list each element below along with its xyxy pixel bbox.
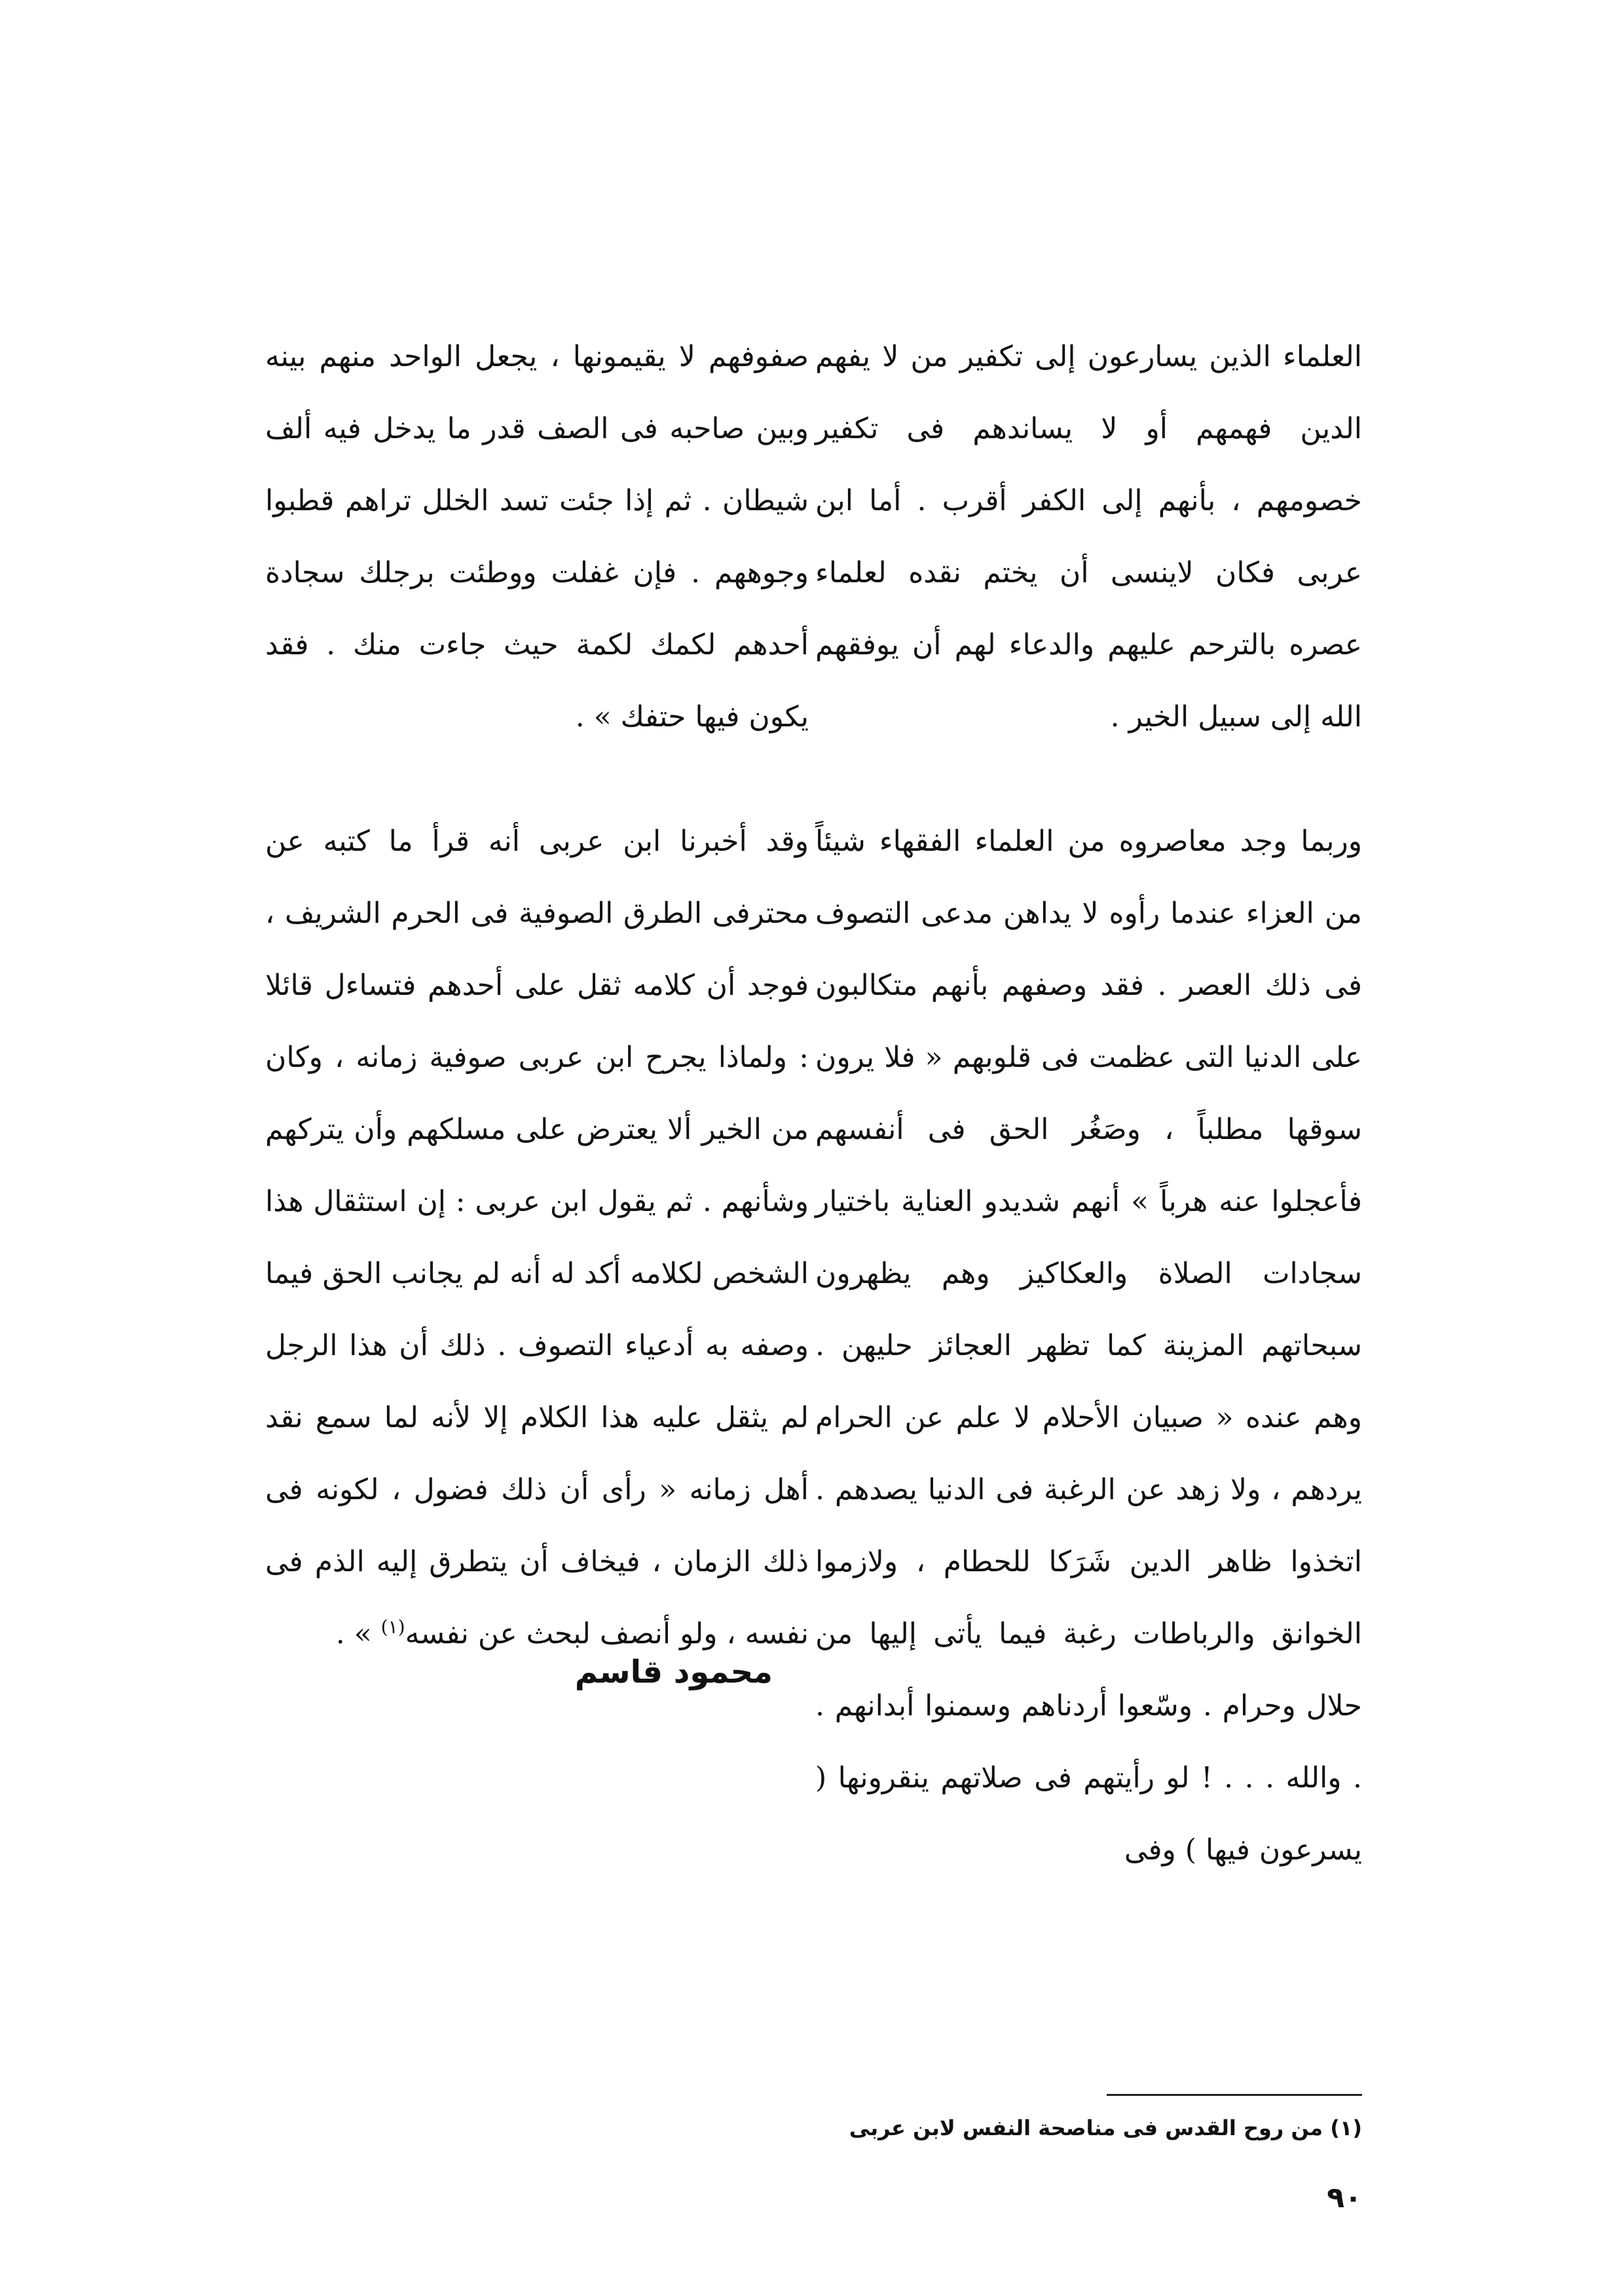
left-paragraph-2-closing: » .: [335, 1617, 381, 1651]
left-paragraph-2-text: وقد أخبرنا ابن عربى أنه قرأ ما كتبه عن محترفى الطرق الصوفية فى الحرم الشريف ، فوجد أن كلامه ثقل على أحدهم فتساءل قائلا : ولماذا يجرح ابن عربى صوفية زمانه ، وكان من الخير ألا يعترض على مسلكهم وأن يتركهم وشأنهم . ثم يقول ابن عربى : إن استثقال هذا الشخص لكلامه أكد له أنه لم يجانب الحق فيما وصفه به أدعياء التصوف . ذلك أن هذا الرجل لم يثقل عليه هذا الكلام إلا لأنه لما سمع نقد أهل زمانه « رأى أن ذلك فضول ، لكونه فى ذلك الزمان ، فيخاف أن يتطرق إليه الذم فى نفسه ، ولو أنصف لبحث عن نفسه: [265, 825, 809, 1651]
right-paragraph-1: العلماء الذين يسارعون إلى تكفير من لا يفهم الدين فهمهم أو لا يساندهم فى تكفير خصومهم ، بأنهم إلى الكفر أقرب . أما ابن عربى فكان لاينسى أن يختم نقده لعلماء عصره بالترحم عليهم والدعاء لهم أن يوفقهم الله إلى سبيل الخير .: [815, 340, 1362, 734]
left-paragraph-2: [265, 806, 809, 1670]
right-text-column: [815, 321, 1362, 1886]
left-text-column: [265, 321, 809, 1670]
footnote-text: (١) من روح القدس فى مناصحة النفس لابن عربى: [849, 2116, 1362, 2140]
page-number: ٩٠: [1327, 2181, 1362, 2214]
footnote-divider: [1107, 2094, 1362, 2096]
left-paragraph-1: صفوفهم لا يقيمونها ، يجعل الواحد منهم بينه وبين صاحبه فى الصف قدر ما يدخل فيه ألف شيطان . ثم إذا جئت تسد الخلل تراهم قطبوا وجوههم . فإن غفلت ووطئت برجلك سجادة أحدهم لكمك لكمة حيث جاءت منك . فقد يكون فيها حتفك » .: [265, 340, 809, 734]
author-signature: محمود قاسم: [574, 1654, 773, 1690]
footnote-reference-marker: (١): [380, 1616, 405, 1638]
right-paragraph-2: وربما وجد معاصروه من العلماء الفقهاء شيئاً من العزاء عندما رأوه لا يداهن مدعى التصوف فى ذلك العصر . فقد وصفهم بأنهم متكالبون على الدنيا التى عظمت فى قلوبهم « فلا يرون سوقها مطلباً ، وصَغُر الحق فى أنفسهم فأعجلوا عنه هرباً » أنهم شديدو العناية باختيار سجادات الصلاة والعكاكيز وهم يظهرون سبحاتهم المزينة كما تظهر العجائز حليهن . وهم عنده « صبيان الأحلام لا علم عن الحرام يردهم ، ولا زهد عن الرغبة فى الدنيا يصدهم . اتخذوا ظاهر الدين شَرَكا للحطام ، ولازموا الخوانق والرباطات رغبة فيما يأتى إليها من حلال وحرام . وسّعوا أردناهم وسمنوا أبدانهم . . والله . . . ! لو رأيتهم فى صلاتهم ينقرونها ( يسرعون فيها ) وفى: [815, 825, 1363, 1867]
